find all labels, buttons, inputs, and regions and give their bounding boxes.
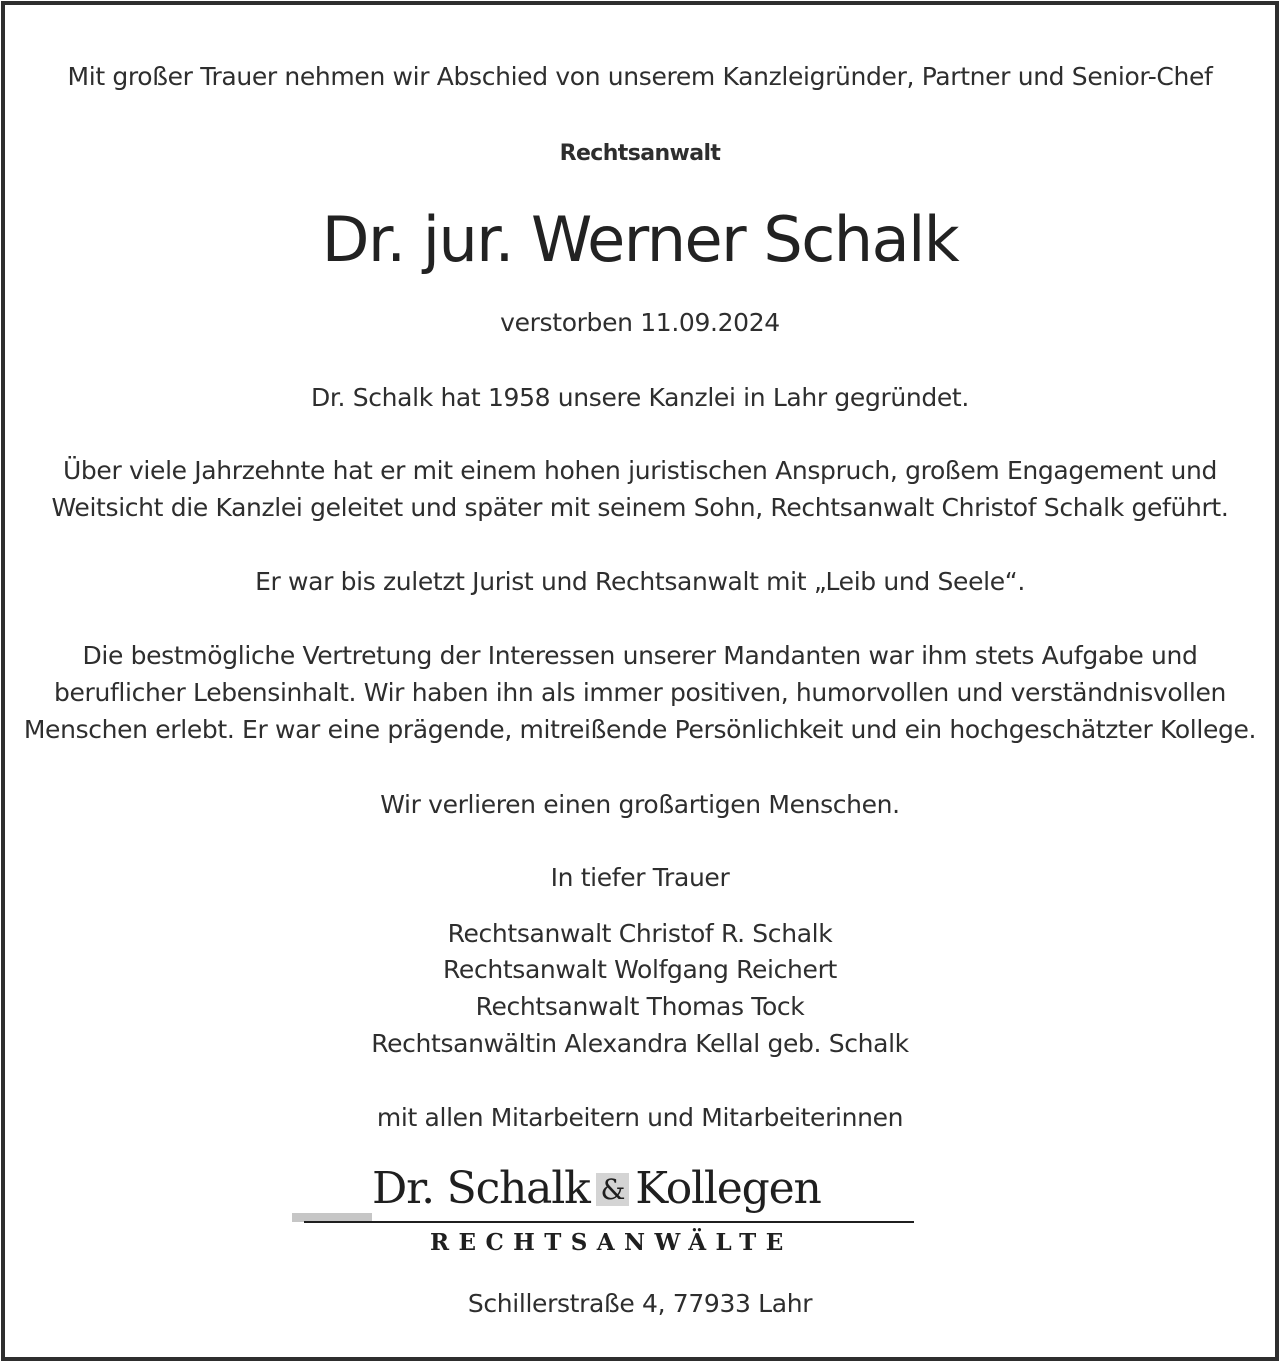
signatory-2: Rechtsanwalt Wolfgang Reichert	[443, 955, 837, 984]
firm-address: Schillerstraße 4, 77933 Lahr	[467, 1289, 813, 1318]
deceased-name: Dr. jur. Werner Schalk	[321, 203, 959, 276]
logo-name-part2: Kollegen	[635, 1163, 821, 1214]
signatory-1: Rechtsanwalt Christof R. Schalk	[447, 919, 833, 948]
firm-logo	[292, 1160, 932, 1270]
logo-ampersand: &	[596, 1173, 630, 1206]
paragraph-character-line-3: Menschen erlebt. Er war eine prägende, mitreißende Persönlichkeit und ein hochgeschätzter Kollege.	[23, 715, 1257, 744]
paragraph-founding: Dr. Schalk hat 1958 unsere Kanzlei in Lahr gegründet.	[311, 383, 969, 412]
paragraph-jurist: Er war bis zuletzt Jurist und Rechtsanwalt mit „Leib und Seele“.	[255, 567, 1025, 596]
logo-underline	[304, 1221, 914, 1223]
logo-subtitle: RECHTSANWÄLTE	[430, 1229, 793, 1256]
profession-label: Rechtsanwalt	[559, 141, 721, 166]
signatory-4: Rechtsanwältin Alexandra Kellal geb. Schalk	[371, 1029, 909, 1058]
paragraph-career-line-1: Über viele Jahrzehnte hat er mit einem hohen juristischen Anspruch, großem Engagement und	[62, 456, 1218, 485]
paragraph-career-line-2: Weitsicht die Kanzlei geleitet und später mit seinem Sohn, Rechtsanwalt Christof Schalk geführt.	[51, 493, 1229, 522]
paragraph-character-line-2: beruflicher Lebensinhalt. Wir haben ihn als immer positiven, humorvollen und verständnisvollen	[54, 678, 1226, 707]
logo-name-part1: Dr. Schalk	[372, 1163, 590, 1214]
staff-text: mit allen Mitarbeitern und Mitarbeiterinnen	[376, 1103, 904, 1132]
logo-title	[372, 1162, 821, 1217]
mourning-text: In tiefer Trauer	[550, 863, 730, 892]
signatory-3: Rechtsanwalt Thomas Tock	[475, 992, 805, 1021]
death-date: verstorben 11.09.2024	[500, 308, 780, 337]
paragraph-loss: Wir verlieren einen großartigen Menschen.	[380, 790, 900, 819]
intro-text: Mit großer Trauer nehmen wir Abschied von unserem Kanzleigründer, Partner und Senior-Chef	[67, 62, 1213, 91]
paragraph-character-line-1: Die bestmögliche Vertretung der Interessen unserer Mandanten war ihm stets Aufgabe und	[82, 641, 1198, 670]
